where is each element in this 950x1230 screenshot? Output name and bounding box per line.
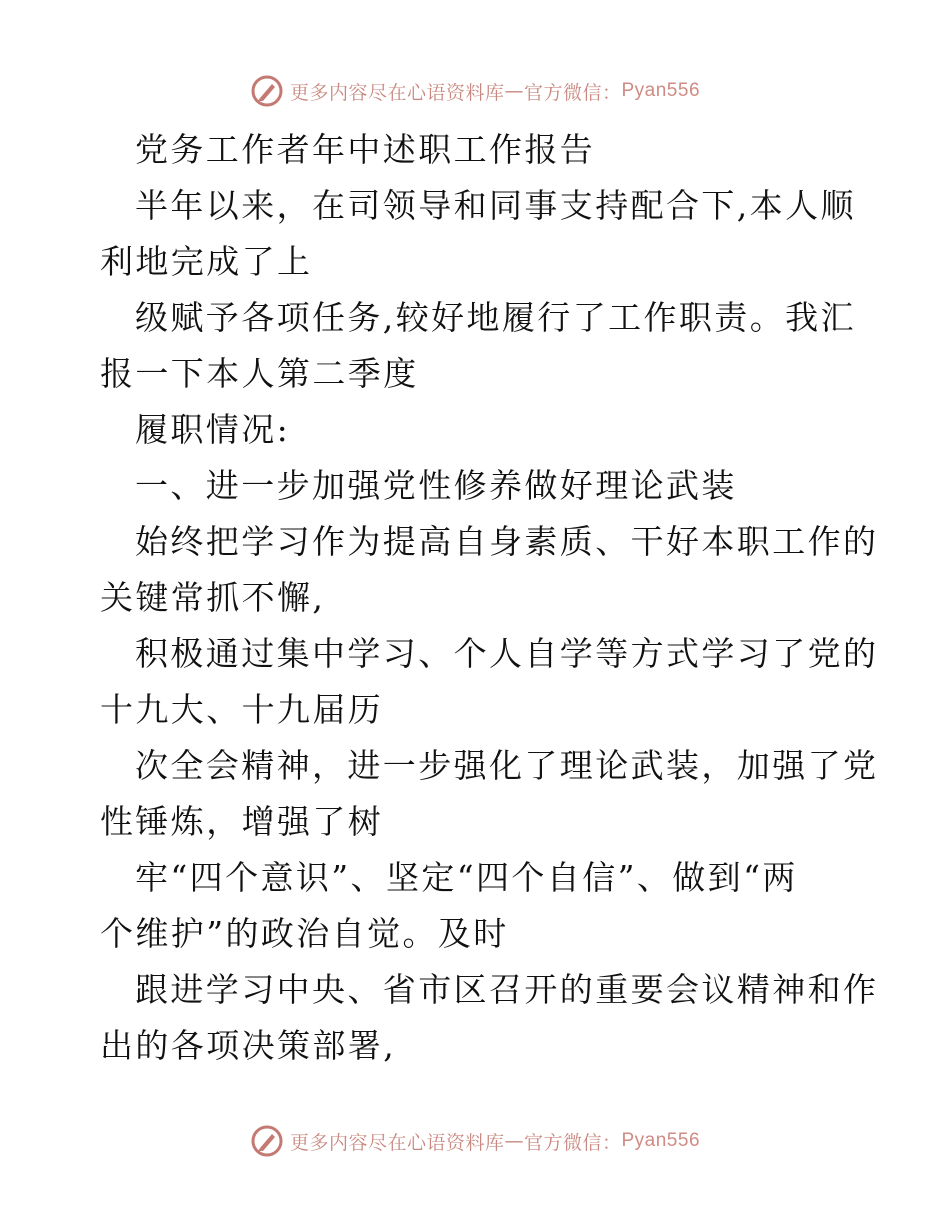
document-line: 十九大、十九届历 [100,690,384,729]
watermark-wechat-id: Pyan556 [621,1130,701,1151]
watermark-footer [0,1121,950,1161]
watermark-main-text: 更多内容尽在心语资料库 [289,81,505,104]
section-heading: 一、进一步加强党性修养做好理论武装 [135,466,737,505]
watermark-main-text: 更多内容尽在心语资料库 [289,1131,505,1154]
watermark-separator: — [504,80,524,102]
watermark-header [0,71,950,111]
document-line: 出的各项决策部署, [100,1026,397,1065]
watermark-separator: — [504,1130,524,1152]
document-line: 始终把学习作为提高自身素质、干好本职工作的 [135,522,879,561]
document-line: 个维护”的政治自觉。及时 [100,914,509,953]
pen-nib-logo-icon [250,1124,284,1158]
document-line: 利地完成了上 [100,242,313,281]
document-line: 级赋予各项任务,较好地履行了工作职责。我汇 [135,298,856,337]
document-line: 积极通过集中学习、个人自学等方式学习了党的 [135,634,879,673]
watermark-sub-text: 官方微信： [523,1131,622,1154]
document-line: 履职情况: [135,410,291,449]
document-title: 党务工作者年中述职工作报告 [135,130,596,169]
document-line: 关键常抓不懈, [100,578,326,617]
pen-nib-logo-icon [250,74,284,108]
document-line: 牢“四个意识”、坚定“四个自信”、做到“两 [135,858,798,897]
document-line: 次全会精神，进一步强化了理论武装，加强了党 [135,746,879,785]
watermark-sub-text: 官方微信： [523,81,622,104]
document-line: 报一下本人第二季度 [100,354,419,393]
document-body [100,122,879,1074]
document-line: 性锤炼，增强了树 [100,802,384,841]
watermark-wechat-id: Pyan556 [621,80,701,101]
document-line: 跟进学习中央、省市区召开的重要会议精神和作 [135,970,879,1009]
document-line: 半年以来，在司领导和同事支持配合下,本人顺 [135,186,856,225]
